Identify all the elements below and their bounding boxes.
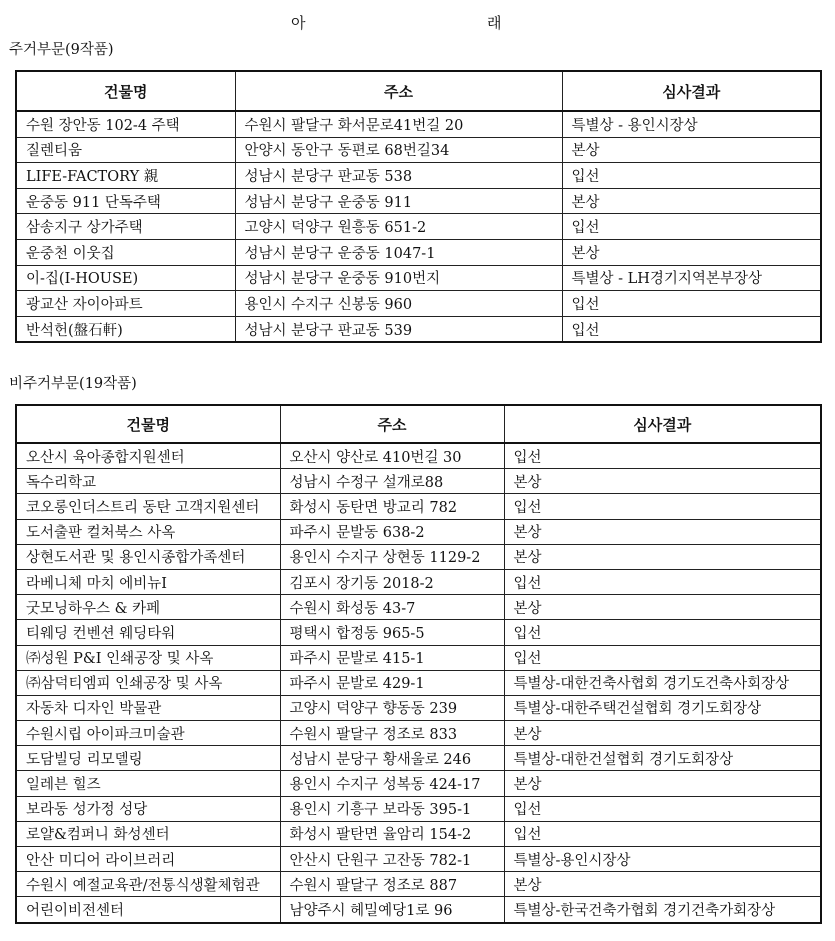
residential-section-title: 주거부문(9작품)	[9, 42, 114, 58]
cell-result: 본상	[562, 239, 821, 265]
cell-building-name: 일레븐 힐즈	[16, 771, 280, 796]
cell-address: 수원시 화성동 43-7	[280, 595, 504, 620]
cell-address: 성남시 분당구 운중동 1047-1	[235, 239, 562, 265]
heading-char-right: 래	[487, 14, 502, 32]
cell-result: 본상	[504, 595, 821, 620]
cell-address: 용인시 기흥구 보라동 395-1	[280, 796, 504, 821]
cell-result: 입선	[504, 821, 821, 846]
table-header-row	[16, 71, 821, 111]
cell-address: 용인시 수지구 상현동 1129-2	[280, 544, 504, 569]
cell-address: 수원시 팔달구 정조로 833	[280, 721, 504, 746]
document-heading	[0, 12, 835, 36]
cell-address: 안산시 단원구 고잔동 782-1	[280, 847, 504, 872]
cell-building-name: 로얄&컴퍼니 화성센터	[16, 821, 280, 846]
cell-result: 특별상-대한건축사협회 경기도건축사회장상	[504, 670, 821, 695]
nonresidential-table	[15, 404, 822, 924]
cell-address: 성남시 분당구 운중동 911	[235, 188, 562, 214]
cell-address: 성남시 분당구 판교동 538	[235, 163, 562, 189]
cell-result: 입선	[562, 214, 821, 240]
cell-result: 특별상-대한건설협회 경기도회장상	[504, 746, 821, 771]
cell-result: 입선	[504, 620, 821, 645]
cell-address: 용인시 수지구 신봉동 960	[235, 291, 562, 317]
cell-result: 본상	[504, 872, 821, 897]
table-row	[16, 695, 821, 720]
cell-building-name: 상현도서관 및 용인시종합가족센터	[16, 544, 280, 569]
cell-building-name: 코오롱인더스트리 동탄 고객지원센터	[16, 494, 280, 519]
cell-building-name: 보라동 성가정 성당	[16, 796, 280, 821]
cell-address: 파주시 문발로 429-1	[280, 670, 504, 695]
table-row	[16, 494, 821, 519]
cell-result: 본상	[504, 721, 821, 746]
cell-building-name: 수원시립 아이파크미술관	[16, 721, 280, 746]
cell-building-name: 도담빌딩 리모델링	[16, 746, 280, 771]
cell-address: 평택시 합정동 965-5	[280, 620, 504, 645]
column-header-building: 건물명	[16, 71, 235, 111]
cell-building-name: 운중동 911 단독주택	[16, 188, 235, 214]
nonresidential-section-title: 비주거부문(19작품)	[9, 376, 137, 392]
cell-building-name: 수원 장안동 102-4 주택	[16, 111, 235, 137]
cell-building-name: 오산시 육아종합지원센터	[16, 443, 280, 469]
cell-address: 파주시 문발동 638-2	[280, 519, 504, 544]
cell-result: 본상	[504, 519, 821, 544]
cell-address: 화성시 동탄면 방교리 782	[280, 494, 504, 519]
cell-building-name: 티웨딩 컨벤션 웨딩타워	[16, 620, 280, 645]
table-row	[16, 645, 821, 670]
column-header-address: 주소	[235, 71, 562, 111]
table-row	[16, 316, 821, 342]
cell-result: 본상	[562, 188, 821, 214]
table-row	[16, 443, 821, 469]
cell-result: 입선	[504, 569, 821, 594]
cell-building-name: LIFE-FACTORY 親	[16, 163, 235, 189]
cell-address: 성남시 분당구 판교동 539	[235, 316, 562, 342]
cell-result: 입선	[562, 291, 821, 317]
cell-address: 오산시 양산로 410번길 30	[280, 443, 504, 469]
cell-address: 남양주시 헤밀예당1로 96	[280, 897, 504, 923]
cell-building-name: 독수리학교	[16, 469, 280, 494]
cell-result: 입선	[562, 163, 821, 189]
cell-building-name: 어린이비전센터	[16, 897, 280, 923]
cell-address: 화성시 팔탄면 율암리 154-2	[280, 821, 504, 846]
residential-table	[15, 70, 822, 343]
cell-building-name: 안산 미디어 라이브러리	[16, 847, 280, 872]
cell-address: 수원시 팔달구 화서문로41번길 20	[235, 111, 562, 137]
cell-result: 특별상 - 용인시장상	[562, 111, 821, 137]
cell-result: 입선	[504, 645, 821, 670]
cell-address: 파주시 문발로 415-1	[280, 645, 504, 670]
table-row	[16, 469, 821, 494]
cell-building-name: ㈜삼덕티엠피 인쇄공장 및 사옥	[16, 670, 280, 695]
cell-building-name: 광교산 자이아파트	[16, 291, 235, 317]
table-row	[16, 821, 821, 846]
cell-result: 본상	[504, 469, 821, 494]
heading-char-left: 아	[291, 14, 306, 32]
cell-result: 입선	[504, 796, 821, 821]
cell-address: 안양시 동안구 동편로 68번길34	[235, 137, 562, 163]
table-row	[16, 188, 821, 214]
cell-result: 특별상-대한주택건설협회 경기도회장상	[504, 695, 821, 720]
cell-building-name: 운중천 이웃집	[16, 239, 235, 265]
table-row	[16, 746, 821, 771]
cell-result: 특별상-용인시장상	[504, 847, 821, 872]
cell-result: 입선	[562, 316, 821, 342]
cell-address: 김포시 장기동 2018-2	[280, 569, 504, 594]
table-row	[16, 620, 821, 645]
table-row	[16, 595, 821, 620]
table-row	[16, 214, 821, 240]
cell-result: 본상	[562, 137, 821, 163]
table-row	[16, 111, 821, 137]
column-header-result: 심사결과	[562, 71, 821, 111]
cell-address: 고양시 덕양구 향동동 239	[280, 695, 504, 720]
cell-address: 성남시 분당구 운중동 910번지	[235, 265, 562, 291]
column-header-result: 심사결과	[504, 405, 821, 443]
cell-address: 고양시 덕양구 원흥동 651-2	[235, 214, 562, 240]
cell-building-name: 자동차 디자인 박물관	[16, 695, 280, 720]
cell-building-name: 반석헌(盤石軒)	[16, 316, 235, 342]
cell-address: 수원시 팔달구 정조로 887	[280, 872, 504, 897]
table-row	[16, 872, 821, 897]
column-header-address: 주소	[280, 405, 504, 443]
cell-result: 입선	[504, 443, 821, 469]
cell-building-name: 굿모닝하우스 & 카페	[16, 595, 280, 620]
cell-building-name: 이-집(I-HOUSE)	[16, 265, 235, 291]
table-row	[16, 239, 821, 265]
column-header-building: 건물명	[16, 405, 280, 443]
table-row	[16, 771, 821, 796]
cell-result: 특별상 - LH경기지역본부장상	[562, 265, 821, 291]
cell-building-name: 라베니체 마치 에비뉴Ⅰ	[16, 569, 280, 594]
table-row	[16, 670, 821, 695]
cell-address: 성남시 수정구 설개로88	[280, 469, 504, 494]
cell-result: 입선	[504, 494, 821, 519]
cell-address: 성남시 분당구 황새울로 246	[280, 746, 504, 771]
cell-result: 본상	[504, 544, 821, 569]
table-row	[16, 721, 821, 746]
table-row	[16, 265, 821, 291]
table-row	[16, 796, 821, 821]
table-row	[16, 569, 821, 594]
cell-address: 용인시 수지구 성복동 424-17	[280, 771, 504, 796]
cell-result: 특별상-한국건축가협회 경기건축가회장상	[504, 897, 821, 923]
cell-building-name: 삼송지구 상가주택	[16, 214, 235, 240]
table-row	[16, 897, 821, 923]
cell-building-name: 도서출판 컬처북스 사옥	[16, 519, 280, 544]
table-header-row	[16, 405, 821, 443]
cell-result: 본상	[504, 771, 821, 796]
table-row	[16, 544, 821, 569]
table-row	[16, 137, 821, 163]
cell-building-name: 수원시 예절교육관/전통식생활체험관	[16, 872, 280, 897]
cell-building-name: 질렌티움	[16, 137, 235, 163]
table-row	[16, 847, 821, 872]
table-row	[16, 291, 821, 317]
table-row	[16, 163, 821, 189]
cell-building-name: ㈜성원 P&I 인쇄공장 및 사옥	[16, 645, 280, 670]
table-row	[16, 519, 821, 544]
